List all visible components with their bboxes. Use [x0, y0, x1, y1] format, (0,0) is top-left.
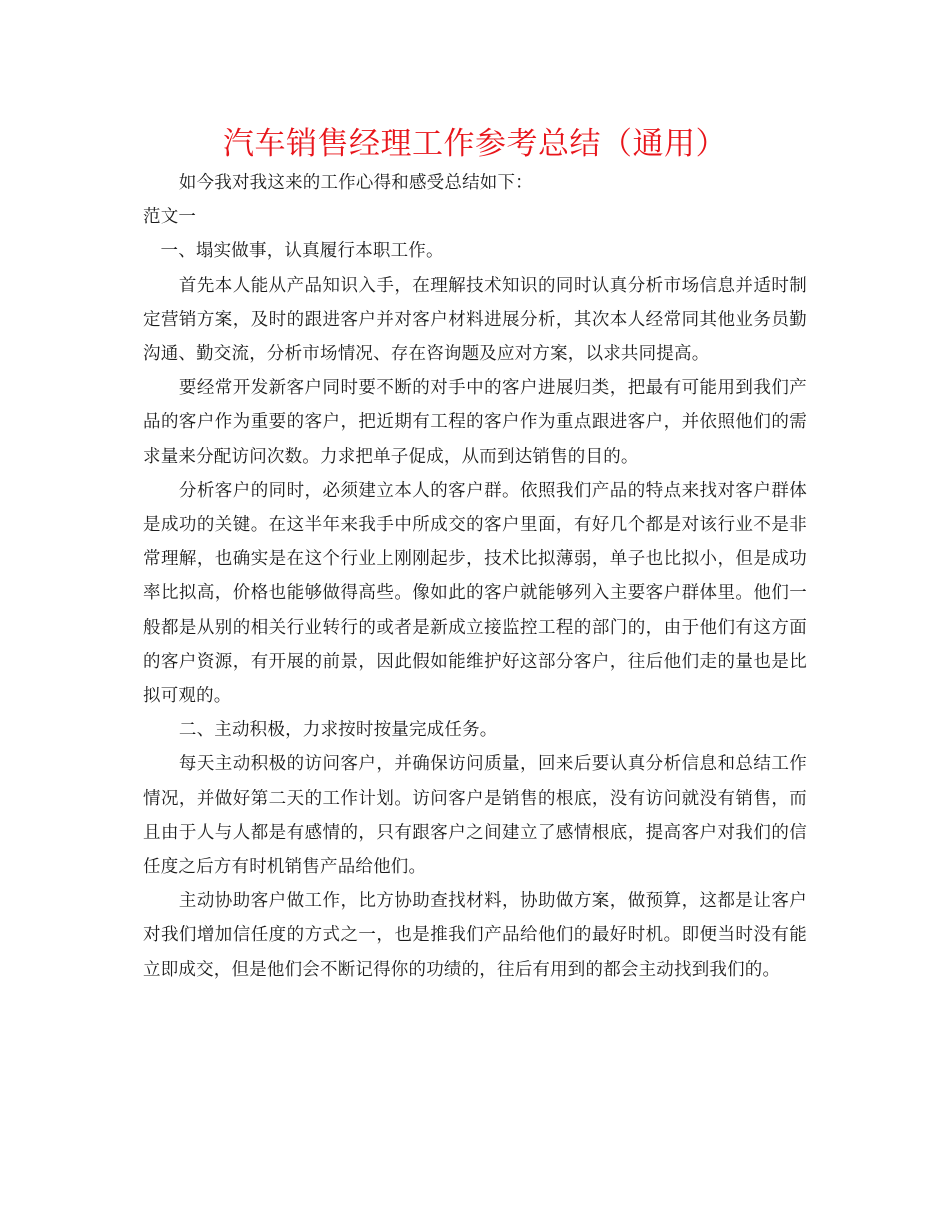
- intro-paragraph: 如今我对我这来的工作心得和感受总结如下：: [178, 173, 533, 193]
- body-paragraph: 分析客户的同时，必须建立本人的客户群。依照我们产品的特点来找对客户群体是成功的关键。在这半年来我手中所成交的客户里面，有好几个都是对该行业不是非常理解，也确实是在这个行业上刚刚起步，技术比拟薄弱，单子也比拟小，但是成功率比拟高，价格也能够做得高些。像如此的客户就能够列入主要客户群体里。他们一般都是从别的相关行业转行的或者是新成立接监控工程的部门的，由于他们有这方面的客户资源，有开展的前景，因此假如能维护好这部分客户，往后他们走的量也是比拟可观的。: [143, 480, 807, 707]
- section-heading-1: 一、塌实做事，认真履行本职工作。: [160, 241, 444, 262]
- section-heading-2: 二、主动积极，力求按时按量完成任务。: [178, 720, 498, 741]
- body-paragraph: 首先本人能从产品知识入手，在理解技术知识的同时认真分析市场信息并适时制定营销方案，及时的跟进客户并对客户材料进展分析，其次本人经常同其他业务员勤沟通、勤交流，分析市场情况、存在咨询题及应对方案，以求共同提高。: [143, 275, 807, 365]
- document-title: 汽车销售经理工作参考总结（通用）: [223, 126, 727, 162]
- body-paragraph: 每天主动积极的访问客户，并确保访问质量，回来后要认真分析信息和总结工作情况，并做好第二天的工作计划。访问客户是销售的根底，没有访问就没有销售，而且由于人与人都是有感情的，只有跟客户之间建立了感情根底，提高客户对我们的信任度之后方有时机销售产品给他们。: [143, 754, 807, 878]
- body-paragraph: 主动协助客户做工作，比方协助查找材料，协助做方案，做预算，这都是让客户对我们增加信任度的方式之一，也是推我们产品给他们的最好时机。即便当时没有能立即成交，但是他们会不断记得你的功绩的，往后有用到的都会主动找到我们的。: [143, 891, 807, 980]
- sample-label: 范文一: [143, 207, 197, 228]
- body-paragraph: 要经常开发新客户同时要不断的对手中的客户进展归类，把最有可能用到我们产品的客户作为重要的客户，把近期有工程的客户作为重点跟进客户，并依照他们的需求量来分配访问次数。力求把单子促成，从而到达销售的目的。: [143, 378, 807, 467]
- document-body: [143, 166, 807, 987]
